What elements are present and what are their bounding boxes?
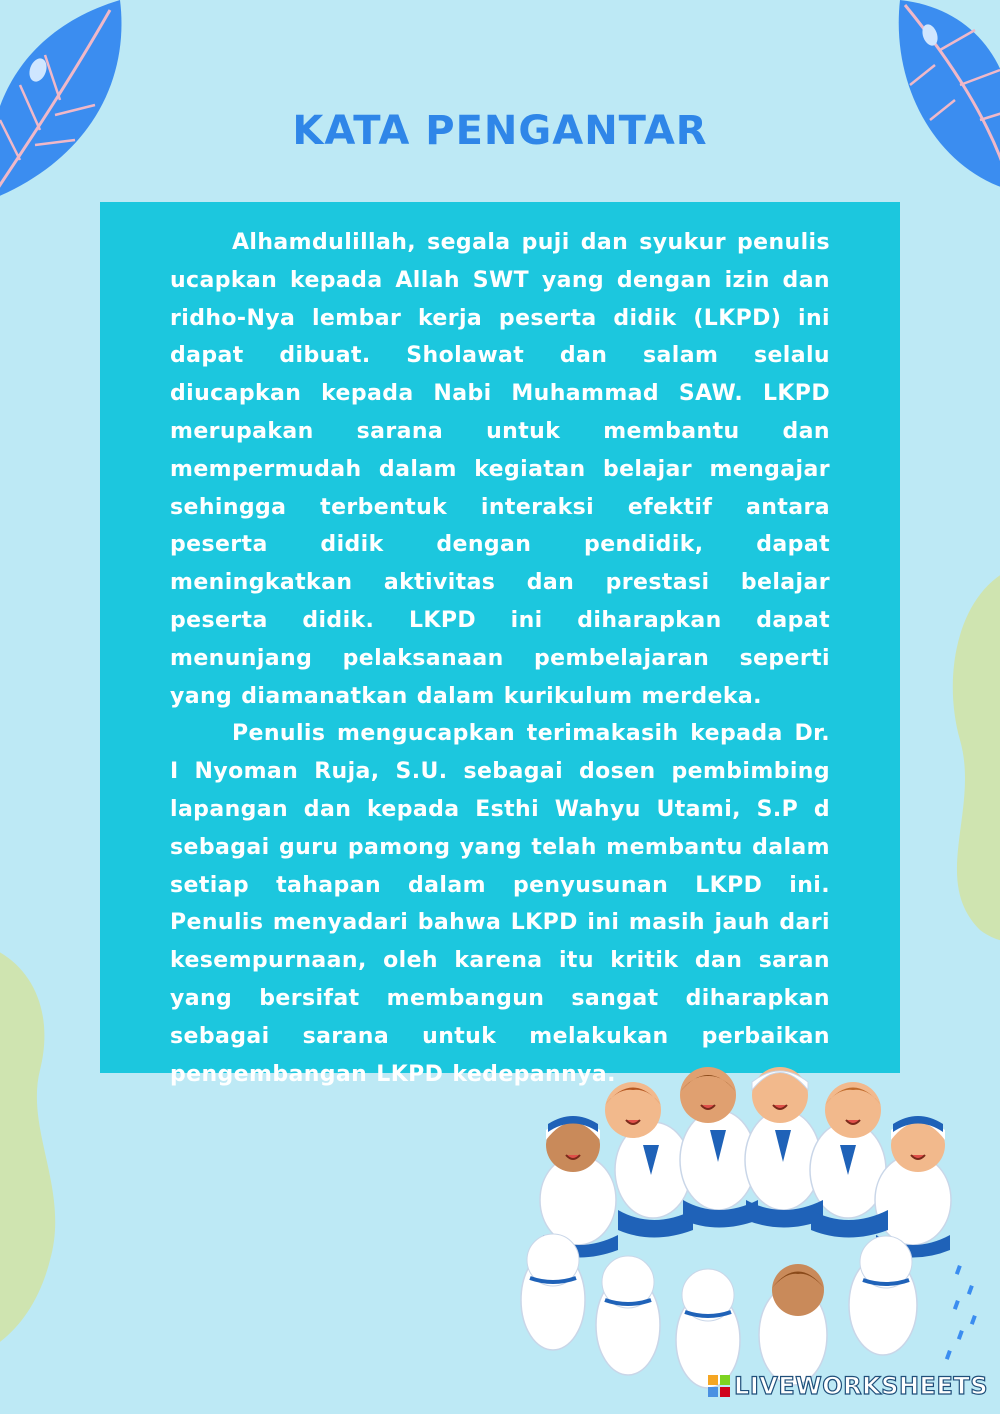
- child-back-row: [540, 1067, 951, 1258]
- preface-paragraph-1: Alhamdulillah, segala puji dan syukur penulis ucapkan kepada Allah SWT yang dengan izin dan ridho-Nya lembar kerja peserta didik (LKPD) ini dapat dibuat. Sholawat dan salam selalu diucapkan kepada Nabi Muhammad SAW. LKPD merupakan sarana untuk membantu dan mempermudah dalam kegiatan belajar mengajar sehingga terbentuk interaksi efektif antara peserta didik dengan pendidik, dapat meningkatkan aktivitas dan prestasi belajar peserta didik. LKPD ini diharapkan dapat menunjang pelaksanaan pembelajaran seperti yang diamanatkan dalam kurikulum merdeka.: [170, 230, 830, 709]
- praying-children-illustration: [518, 1050, 988, 1390]
- blob-decoration-right: [920, 550, 1000, 950]
- page-title: KATA PENGANTAR: [292, 108, 708, 154]
- splash-dots: [945, 1265, 977, 1360]
- watermark: [708, 1372, 988, 1400]
- leaf-decoration-top-right: [880, 0, 1000, 200]
- preface-paragraph-2: Penulis mengucapkan terimakasih kepada Dr. I Nyoman Ruja, S.U. sebagai dosen pembimbing lapangan dan kepada Esthi Wahyu Utami, S.P d sebagai guru pamong yang telah membantu dalam setiap tahapan dalam penyusunan LKPD ini. Penulis menyadari bahwa LKPD ini masih jauh dari kesempurnaan, oleh karena itu kritik dan saran yang bersifat membangun sangat diharapkan sebagai sarana untuk melakukan perbaikan pengembangan LKPD kedepannya.: [170, 721, 830, 1087]
- liveworksheets-logo-icon: [708, 1375, 730, 1397]
- watermark-text: LIVEWORKSHEETS: [734, 1372, 988, 1400]
- preface-text-box: [100, 202, 900, 1087]
- blob-decoration-left: [0, 930, 90, 1370]
